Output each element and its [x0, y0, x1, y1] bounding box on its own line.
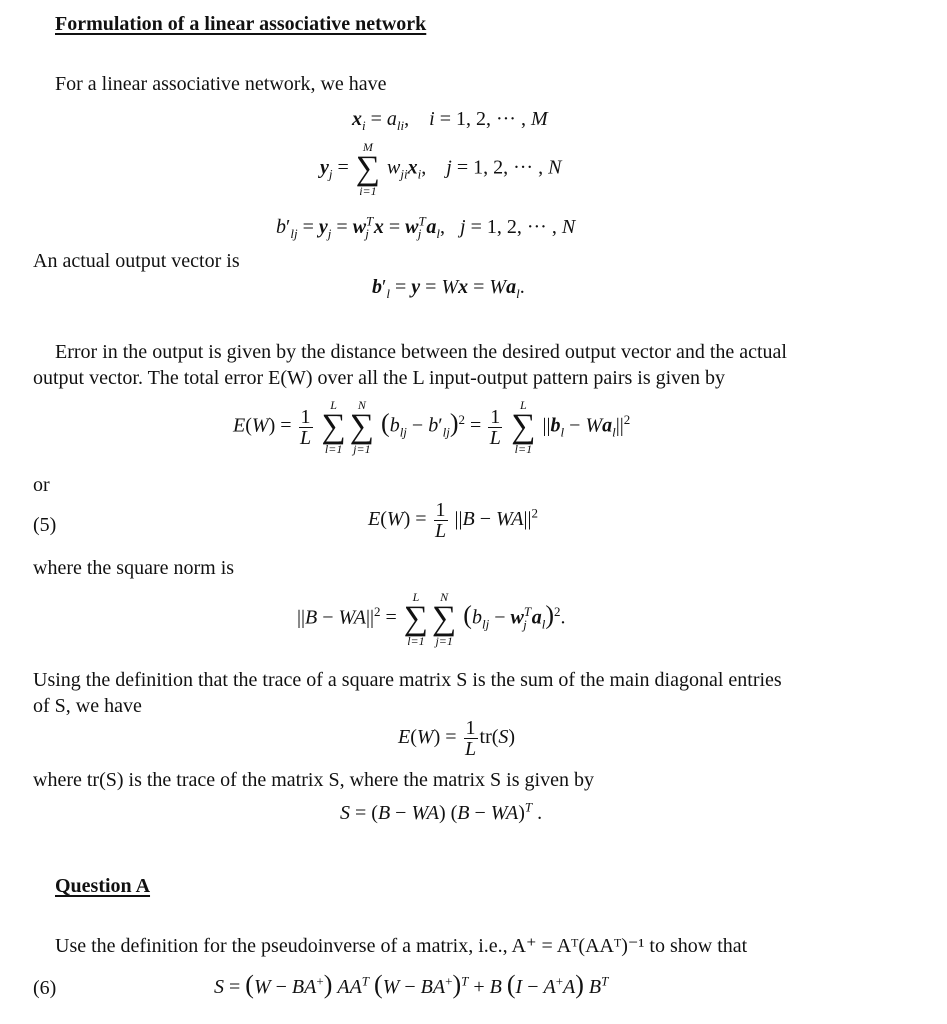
- trace-where-text: where tr(S) is the trace of the matrix S, where the matrix S is given by: [33, 769, 594, 791]
- equation-b: $b'_{lj} = y_j = w^T_j$ $x = w^T_j$ $a_l$, j = 1, 2, ··· , N: [276, 213, 576, 241]
- equation-6: S = (W − BA+) $AA^T$ $(W - BA^+)^T + B$ (I − A+A) $B^T$: [214, 970, 609, 999]
- section-heading: Formulation of a linear associative network: [55, 13, 427, 35]
- trace-text-line1: Using the definition that the trace of a square matrix S is the sum of the main diagonal entries: [33, 669, 782, 691]
- square-norm-text: where the square norm is: [33, 557, 235, 579]
- question-prompt: Use the definition for the pseudoinverse of a matrix, i.e., A⁺ = Aᵀ(AAᵀ)⁻¹ to show that: [55, 935, 748, 957]
- error-text-line2: output vector. The total error E(W) over all the L input-output pattern pairs is given by: [33, 367, 726, 389]
- equation-error: E(W) = $\frac{1}{L}$ L ∑ l=1 N ∑ j=1 $(b_{lj} - b'_{lj})^2$ = $\frac{1}{L}$ L ∑ l=1 $||b_l - Wa_l||^2$: [233, 398, 631, 456]
- trace-text-line2: of S, we have: [33, 695, 142, 717]
- equation-y: $y_j$ = M ∑ i=1 $w_{ji}x_i$, j = 1, 2, ··· , N: [320, 140, 562, 198]
- or-text: or: [33, 474, 50, 496]
- equation-number-5: (5): [33, 514, 57, 536]
- error-text-line1: Error in the output is given by the distance between the desired output vector and the actual: [55, 341, 787, 363]
- equation-norm: $||B - WA||^2$ = L ∑ l=1 N ∑ j=1 ($b_{lj} - w^T_j$ $a_l)^2$.: [297, 590, 566, 648]
- equation-b-vector: $b'_l = y = Wx = Wa_l$.: [372, 276, 525, 301]
- equation-number-6: (6): [33, 977, 57, 999]
- equation-trace: E(W) = $\frac{1}{L}$ tr(S): [398, 717, 516, 760]
- question-heading: Question A: [55, 875, 151, 897]
- equation-x: $x_i = a_{li}$, i = 1, 2, ··· , M: [352, 108, 548, 133]
- equation-5: E(W) = $\frac{1}{L}$ $||B - WA||^2$: [368, 499, 539, 542]
- equation-S: S = (B − WA) (B − WA)$^T$ .: [340, 799, 543, 824]
- intro-text: For a linear associative network, we have: [55, 73, 387, 95]
- actual-output-text: An actual output vector is: [33, 250, 240, 272]
